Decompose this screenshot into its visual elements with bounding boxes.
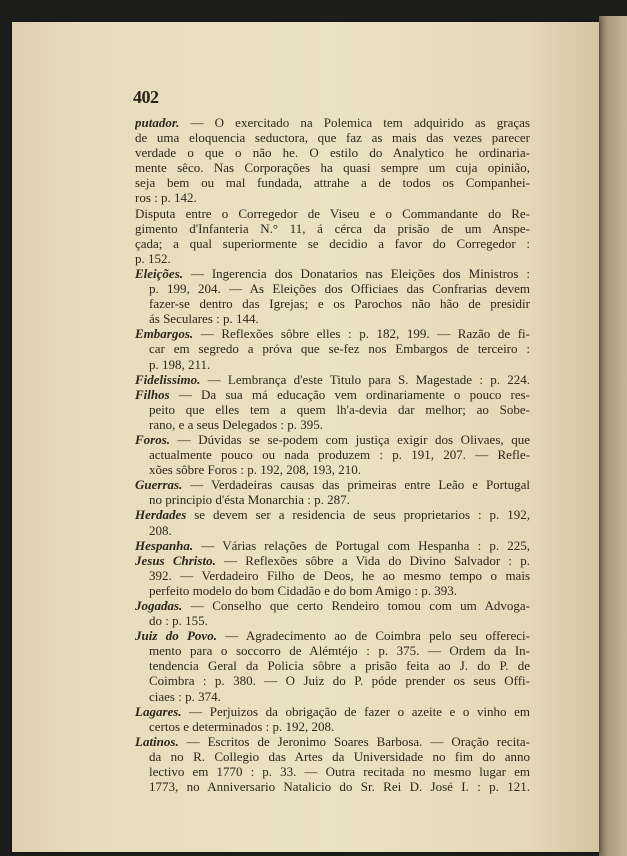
line-text: lectivo em 1770 : p. 33. — Outra recitada no mesmo lugar em [149, 764, 530, 780]
line-text: — O exercitado na Polemica tem adquirido as graças [179, 115, 530, 130]
text-line [135, 266, 530, 281]
line-text: fazer-se dentro das Igrejas; e os Parochos não hão de presidir [149, 296, 530, 312]
text-line [135, 583, 530, 598]
text-line [135, 206, 530, 221]
text-line [135, 251, 530, 266]
page-number: 402 [133, 87, 159, 107]
text-line [135, 734, 530, 749]
text-line [135, 175, 530, 190]
index-term: Hespanha. [135, 537, 194, 553]
line-text: p. 152. [135, 250, 171, 266]
line-text: de uma eloquencia seductora, que faz as mais das vezes parecer [135, 130, 530, 146]
line-text: ás Seculares : p. 144. [149, 311, 259, 327]
text-line [135, 492, 530, 507]
line-text: se devem ser a residencia de seus proprietarios : p. 192, [186, 507, 530, 523]
text-line [135, 779, 530, 794]
line-text: da no R. Collegio das Artes da Universidade no fim do anno [149, 748, 530, 764]
text-line [135, 417, 530, 432]
text-line [135, 432, 530, 447]
text-line [135, 130, 530, 145]
line-text: actualmente pouco ou nada produzem : p. 191, 207. — Refle- [149, 447, 530, 463]
text-line [135, 190, 530, 205]
line-text: — Reflexões sôbre elles : p. 182, 199. — Razão de fi- [193, 326, 530, 342]
line-text: mente sêco. Nas Corporações ha quasi sempre um cuja opinião, [135, 160, 530, 176]
line-text: perfeito modelo do bom Cidadão e do bom Amigo : p. 393. [149, 582, 457, 598]
line-text: certos e determinados : p. 192, 208. [149, 718, 335, 734]
line-text: peito que elles tem a quem lh'a-devia dar melhor; ao Sobe- [149, 401, 530, 417]
text-line [135, 477, 530, 492]
text-line [135, 764, 530, 779]
index-term: Fidelissimo. [135, 371, 201, 387]
text-line [135, 658, 530, 673]
line-text: — Dúvidas se se-podem com justiça exigir dos Olivaes, que [170, 431, 530, 447]
line-text: Disputa entre o Corregedor de Viseu e o Commandante do Re- [135, 205, 530, 221]
text-line [135, 523, 530, 538]
line-text: 208. [149, 522, 172, 538]
line-text: ros : p. 142. [135, 190, 197, 206]
text-line [135, 507, 530, 522]
line-text: — Da sua má educação vem ordinariamente o pouco res- [169, 386, 530, 402]
index-term: putador. [135, 115, 180, 130]
text-line [135, 643, 530, 658]
index-text-block [135, 115, 530, 794]
index-term: Filhos [135, 386, 170, 402]
text-line [135, 115, 530, 130]
line-text: verdade o que o não he. O estilo do Analytico he ordinaria- [135, 145, 530, 161]
text-line [135, 673, 530, 688]
text-line [135, 221, 530, 236]
line-text: — Escritos de Jeronimo Soares Barbosa. — Oração recita- [178, 733, 530, 749]
line-text: seja bem ou mal fundada, attrahe a de todos os Companhei- [135, 175, 530, 191]
line-text: tendencia Geral da Policia sôbre a prisão feita ao J. do P. de [149, 658, 530, 674]
line-text: xões sôbre Foros : p. 192, 208, 193, 210. [149, 462, 361, 478]
text-line [135, 341, 530, 356]
line-text: — Reflexões sôbre a Vida do Divino Salvador : p. [215, 552, 530, 568]
line-text: do : p. 155. [149, 613, 208, 629]
text-line [135, 160, 530, 175]
text-line [135, 749, 530, 764]
text-line [135, 598, 530, 613]
line-text: no principio d'ésta Monarchia : p. 287. [149, 492, 350, 508]
text-line [135, 447, 530, 462]
line-text: gimento d'Infanteria N.° 11, á cérca da prisão de um Anspe- [135, 220, 530, 236]
line-text: mento para o soccorro de Alémtéjo : p. 375. — Ordem da In- [149, 643, 530, 659]
line-text: ciaes : p. 374. [149, 688, 221, 704]
line-text: Coimbra : p. 380. — O Juiz do P. póde prender os seus Offi- [149, 673, 530, 689]
index-term: Juiz do Povo. [135, 628, 217, 644]
index-term: Foros. [135, 431, 171, 447]
line-text: p. 199, 204. — As Eleições dos Officiaes das Confrarias devem [149, 281, 530, 297]
text-line [135, 311, 530, 326]
text-line [135, 689, 530, 704]
text-line [135, 719, 530, 734]
text-line [135, 387, 530, 402]
text-line [135, 236, 530, 251]
index-term: Eleições. [135, 265, 184, 281]
line-text: 392. — Verdadeiro Filho de Deos, he ao mesmo tempo o mais [149, 567, 530, 583]
index-term: Embargos. [135, 326, 194, 342]
line-text: — Verdadeiras causas das primeiras entre Leão e Portugal [182, 477, 530, 493]
text-line [135, 613, 530, 628]
line-text: rano, e a seus Delegados : p. 395. [149, 416, 324, 432]
text-line [135, 357, 530, 372]
line-text: — Ingerencia dos Donatarios nas Eleições dos Ministros : [183, 265, 530, 281]
index-term: Latinos. [135, 733, 179, 749]
text-line [135, 553, 530, 568]
line-text: 1773, no Anniversario Natalicio do Sr. Rei D. José I. : p. 121. [149, 779, 530, 795]
text-line [135, 281, 530, 296]
text-line [135, 538, 530, 553]
line-text: — Várias relações de Portugal com Hespanha : p. 225, [193, 537, 530, 553]
text-line [135, 402, 530, 417]
text-line [135, 704, 530, 719]
text-line [135, 145, 530, 160]
line-text: car em segredo a próva que se-fez nos Embargos de terceiro : [149, 341, 530, 357]
text-line [135, 326, 530, 341]
line-text: — Conselho que certo Rendeiro tomou com um Advoga- [182, 598, 530, 613]
line-text: — Agradecimento ao de Coimbra pelo seu offereci- [216, 628, 530, 644]
adjacent-page-edge [599, 16, 627, 856]
line-text: — Lembrança d'este Titulo para S. Magestade : p. 224. [200, 371, 530, 387]
text-line [135, 462, 530, 477]
line-text: — Perjuizos da obrigação de fazer o azeite e o vinho em [181, 703, 530, 719]
text-line [135, 296, 530, 311]
index-term: Herdades [135, 507, 187, 523]
index-term: Guerras. [135, 477, 183, 493]
index-term: Jogadas. [135, 598, 183, 613]
line-text: çada; a qual superiormente se decidio a favor do Corregedor : [135, 235, 530, 251]
text-line [135, 568, 530, 583]
index-term: Lagares. [135, 703, 182, 719]
index-term: Jesus Christo. [135, 552, 216, 568]
line-text: p. 198, 211. [149, 356, 211, 372]
text-line [135, 628, 530, 643]
text-line [135, 372, 530, 387]
